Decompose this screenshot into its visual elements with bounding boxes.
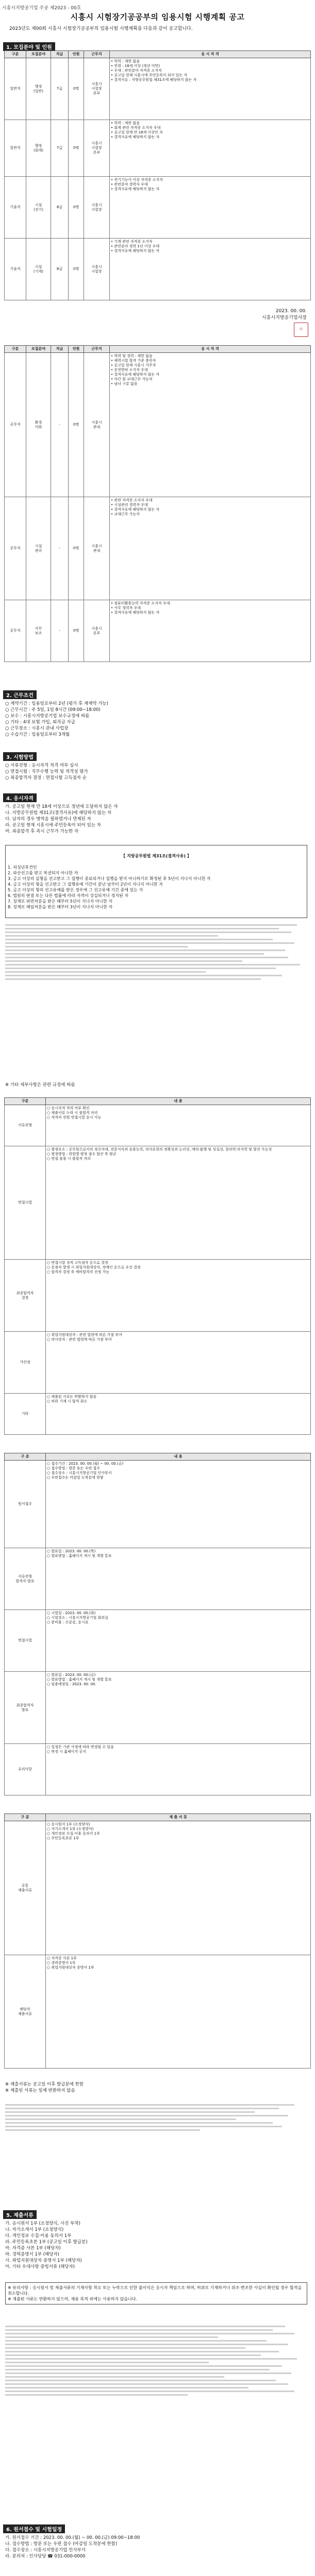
table-row [5,1672,311,1744]
cell-content: ○ 면접시험 성적 고득점자 순으로 결정 ○ 동점자 발생 시 취업지원대상자, 장애인 순으로 우선 결정 ○ 합격자 결정 후 예비합격자 선정 가능 [46,1260,311,1332]
th-category: 구 분 [5,1453,46,1461]
cell-content: ○ 시험일 : 2023. 00. 00.(화) ○ 시험장소 : 시흥시지방공기업 회의실 ○ 준비물 : 신분증, 응시표 [46,1610,311,1672]
table-row [5,1821,311,1955]
cell-grade: - [51,600,69,662]
table-row [5,497,311,600]
cell-category: 공무직 [5,600,26,662]
cell-grade: 8급 [51,177,69,239]
faded-text-block [5,2324,309,2509]
cell-count: 0명 [69,58,84,120]
cell-field: 사무 보조 [26,600,51,662]
table-row [5,177,311,239]
th-documents: 제 출 서 류 [46,1814,311,1821]
table-row [5,1610,311,1672]
cell-place: 시흥시 관내 [84,497,110,600]
box-body: 1. 피성년후견인 2. 파산선고를 받고 복권되지 아니한 자 3. 금고 이상의 실형을 선고받고 그 집행이 종료되거나 집행을 받지 아니하기로 확정된 후 5년이 지나지 아니한 자 4. 금고 이상의 형을 선고받고 그 집행유예 기간이 끝난 날부터 2년이 지나지 아니한 자 5. 금고 이상의 형의 선고유예를 받은 경우에 그 선고유예 기간 중에 있는 자 6. 법원의 판결 또는 다른 법률에 따라 자격이 상실되거나 정지된 자 7. 징계로 파면처분을 받은 때부터 5년이 지나지 아니한 자 8. 징계로 해임처분을 받은 때부터 3년이 지나지 아니한 자 [8,865,211,909]
gap-note: ※ 기타 세부사항은 관련 규정에 따름 [5,1082,75,1088]
th-place: 근무지 [84,346,110,353]
section-4-body: 가. 공고일 현재 만 18세 이상으로 정년에 도달하지 않은 자 나. 지방공무원법 제31조(결격사유)에 해당하지 않는 자 다. 남자의 경우 병역을 필하였거나 면제된 자 라. 공고일 현재 시흥시에 주민등록이 되어 있는 자 마. 최종합격 후 즉시 근무가 가능한 자 [5,804,118,834]
table-row [5,1260,311,1332]
th-grade: 직급 [51,51,69,58]
cell-category: 최종합격자 결정 [5,1260,46,1332]
th-category: 구분 [5,346,26,353]
cell-count: 0명 [69,600,84,662]
th-grade: 직급 [51,346,69,353]
cell-requirements: • 학력 및 경력 : 제한 없음 • 체력시험 합격 기준 충족자 • 공고일 현재 시흥시 거주자 • 운전면허 소지자 우대 • 결격사유에 해당하지 않는 자 • 야간 및 교대근무 가능자 • 남녀 구분 없음 [110,353,311,497]
disqualification-box [5,845,307,918]
section-3-heading: 3. 시험방법 [3,752,37,761]
table-row [5,120,311,177]
section-1-heading: 1. 모집분야 및 인원 [3,42,55,51]
cell-content: ○ 평정요소 : 공무원으로서의 정신자세, 전문지식과 응용능력, 의사표현의 정확성과 논리성, 예의·품행 및 성실성, 창의력·의지력 및 발전 가능성 ○ 평정방법 : 위원별 평정 점수 합산 후 평균 ○ 면접 불참 시 불합격 처리 [46,1146,311,1260]
cell-content: ○ 제출된 서류는 반환하지 않음 ○ 허위 기재 시 합격 취소 [46,1394,311,1435]
caution-box: ※ 유의사항 : 응시원서 및 제출서류의 기재사항 착오 또는 누락으로 인한 불이익은 응시자 책임으로 하며, 허위로 기재하거나 위조·변조한 사실이 확인될 경우 합격을 취소합니다. ※ 제출된 서류는 반환하지 않으며, 채용 목적 외에는 사용하지 않습니다. [5,2282,307,2304]
th-category: 구분 [5,1098,46,1105]
cell-count: 0명 [69,120,84,177]
table-row [5,1461,311,1548]
cell-place: 시흥시 본부 [84,600,110,662]
cell-category: 원서접수 [5,1461,46,1548]
cell-content: ○ 발표일 : 2023. 00. 00.(목) ○ 발표방법 : 홈페이지 게시 및 개별 통보 [46,1548,311,1610]
table-row [5,353,311,497]
cell-category: 유의사항 [5,1744,46,1795]
th-requirements: 응 시 자 격 [110,51,311,58]
cell-requirements: • 전기기능사 이상 자격증 소지자 • 관련분야 경력자 우대 • 결격사유에 해당하지 않는 자 [110,177,311,239]
document-number: 시흥시지방공기업 주공 제2023 - 00호 [2,6,81,11]
cell-field: 행정 (일반) [26,58,51,120]
cell-category: 기술직 [5,239,26,300]
cell-place: 시흥시 관내 [84,353,110,497]
cell-category: 해당자 제출서류 [5,1955,46,2069]
table-positions-2 [4,345,311,662]
th-category: 구 분 [5,1814,46,1821]
cell-category: 공통 제출서류 [5,1821,46,1955]
table-positions [4,50,311,300]
th-count: 인원 [69,51,84,58]
documents-note: ※ 제출서류는 공고일 이후 발급분에 한함 ※ 제출된 서류는 일체 반환하지 않음 [5,2082,84,2093]
section-4-heading: 4. 응시자격 [3,793,37,802]
table-row [5,1955,311,2069]
section-6-heading: 6. 원서접수 및 시험일정 [3,2524,65,2533]
section-6-body: 가. 원서접수 기간 : 2023. 00. 00.(월) ~ 00. 00.(금) 09:00~18:00 나. 접수방법 : 방문 또는 우편 접수 (마감일 도착분에 한함) 다. 접수장소 : 시흥시지방공기업 인사부서 라. 문의처 : 인사담당 ☎ 031-000-0000 [5,2535,140,2559]
th-requirements: 응 시 자 격 [110,346,311,353]
cell-count: 0명 [69,177,84,239]
cell-grade: 8급 [51,239,69,300]
table-row [5,239,311,300]
cell-field: 시설 관리 [26,497,51,600]
th-field: 모집분야 [26,51,51,58]
cell-content: ○ 취업지원대상자 : 관련 법령에 따른 가점 부여 ○ 의사상자 : 관련 법령에 따른 가점 부여 [46,1332,311,1394]
cell-field: 시설 (기계) [26,239,51,300]
cell-category: 일반직 [5,58,26,120]
th-place: 근무지 [84,51,110,58]
table-schedule-detail [4,1453,311,1795]
cell-content: ○ 응시원서 1부 (소정양식) ○ 자기소개서 1부 (소정양식) ○ 개인정보 수집·이용 동의서 1부 ○ 주민등록초본 1부 [46,1821,311,1955]
section-2-heading: 2. 근무조건 [3,690,37,699]
cell-category: 일반직 [5,120,26,177]
th-category: 구분 [5,51,26,58]
th-content: 내 용 [46,1098,311,1105]
cell-requirements: • 학력 : 제한 없음 • 연령 : 18세 이상 (정년 미만) • 우대 : 관련분야 자격증 소지자 • 공고일 현재 시흥시에 주민등록이 되어 있는 자 • 결격사유 : 지방공무원법 제31조에 해당하지 않는 자 [110,58,311,120]
th-count: 인원 [69,346,84,353]
cell-category: 면접시험 [5,1610,46,1672]
cell-grade: 7급 [51,120,69,177]
cell-place: 시흥시 시험장 [84,239,110,300]
cell-grade: - [51,353,69,497]
table-row [5,1332,311,1394]
table-row [5,58,311,120]
cell-requirements: • 기계 관련 자격증 소지자 • 관련분야 경력 1년 이상 우대 • 결격사유에 해당하지 않는 자 [110,239,311,300]
cell-content: ○ 응시자격 적격 여부 확인 ○ 제출서류 누락 시 불합격 처리 ○ 적격자 전원 면접시험 응시 가능 [46,1105,311,1146]
cell-count: 0명 [69,239,84,300]
cell-requirements: • 컴퓨터활용능력 자격증 소지자 우대 • 사무 경력자 우대 • 결격사유에 해당하지 않는 자 [110,600,311,662]
cell-requirements: • 학력 : 제한 없음 • 회계 관련 자격증 소지자 우대 • 공고일 현재 만 18세 이상인 자 • 결격사유에 해당하지 않는 자 [110,120,311,177]
faded-text-block [5,2102,309,2195]
table-row [5,1548,311,1610]
cell-content: ○ 접수기간 : 2023. 00. 00.(월) ~ 00. 00.(금) ○ 접수방법 : 방문 또는 우편 접수 ○ 접수장소 : 시흥시지방공기업 인사부서 ○ 우편접수는 마감일 도착분에 한함 [46,1461,311,1548]
cell-category: 면접시험 [5,1146,46,1260]
cell-content: ○ 발표일 : 2023. 00. 00.(금) ○ 발표방법 : 홈페이지 게시 및 개별 통보 ○ 임용예정일 : 2023. 00. 00. [46,1672,311,1744]
cell-category: 기술직 [5,177,26,239]
section-2-body: ○ 계약기간 : 임용일로부터 2년 (평가 후 재계약 가능) ○ 근무시간 : 주 5일, 1일 8시간 (09:00~18:00) ○ 보수 : 시흥시지방공기업 보수규정에 따름 ○ 기타 : 4대 보험 가입, 퇴직금 지급 ○ 근무장소 : 시흥시 관내 사업장 ○ 수습기간 : 임용일로부터 3개월 [5,701,108,737]
page-title: 시흥시 시험장기공공부의 임용시험 시행계획 공고 [70,12,245,22]
date-signature: 2023. 00. 00. 시흥시지방공기업사장 [262,309,307,320]
table-row [5,1146,311,1260]
box-title: 【 지방공무원법 제31조(결격사유) 】 [121,854,191,858]
th-field: 모집분야 [26,346,51,353]
cell-content: ○ 자격증 사본 1부 ○ 경력증명서 1부 ○ 취업지원대상자 증명서 1부 [46,1955,311,2069]
cell-place: 시흥시 시험장 본부 [84,120,110,177]
cell-category: 공무직 [5,497,26,600]
cell-category: 서류전형 합격자 발표 [5,1548,46,1610]
cell-grade: - [51,497,69,600]
cell-category: 가산점 [5,1332,46,1394]
th-content: 내 용 [46,1453,311,1461]
cell-content: ○ 일정은 기관 사정에 따라 변경될 수 있음 ○ 변경 시 홈페이지 공지 [46,1744,311,1795]
table-row [5,1394,311,1435]
official-seal-icon: 印 [294,323,308,337]
cell-grade: 7급 [51,58,69,120]
section-5-body: 가. 응시원서 1부 (소정양식, 사진 부착) 나. 자기소개서 1부 (소정양식) 다. 개인정보 수집·이용 동의서 1부 라. 주민등록초본 1부 (공고일 이후 발급분) 마. 자격증 사본 1부 (해당자) 바. 경력증명서 1부 (해당자) 사. 취업지원대상자 증명서 1부 (해당자) 아. 기타 우대사항 증빙서류 (해당자) [5,2221,88,2269]
intro-text: 2023년도 제00회 시흥시 시험장기공공부의 임용시험 시행계획을 다음과 같이 공고합니다. [9,26,193,31]
cell-field: 환경 미화 [26,353,51,497]
table-selection [4,1097,311,1435]
section-5-heading: 5. 제출서류 [3,2210,37,2219]
section-3-body: ○ 서류전형 : 응시자격 적격 여부 심사 ○ 면접시험 : 직무수행 능력 및 적격성 평가 ○ 최종합격자 결정 : 면접시험 고득점자 순 [5,763,88,781]
table-documents [4,1814,311,2069]
table-row [5,1105,311,1146]
cell-count: 0명 [69,353,84,497]
cell-requirements: • 관련 자격증 소지자 우대 • 시설관리 경력자 우대 • 결격사유에 해당하지 않는 자 • 교대근무 가능자 [110,497,311,600]
cell-count: 0명 [69,497,84,600]
cell-category: 서류전형 [5,1105,46,1146]
cell-category: 기타 [5,1394,46,1435]
cell-place: 시흥시 시험장 본부 [84,58,110,120]
cell-field: 시설 (전기) [26,177,51,239]
table-row [5,600,311,662]
cell-place: 시흥시 시험장 [84,177,110,239]
cell-field: 행정 (회계) [26,120,51,177]
faded-text-block [5,922,309,1077]
cell-category: 공무직 [5,353,26,497]
cell-category: 최종합격자 발표 [5,1672,46,1744]
table-row [5,1744,311,1795]
